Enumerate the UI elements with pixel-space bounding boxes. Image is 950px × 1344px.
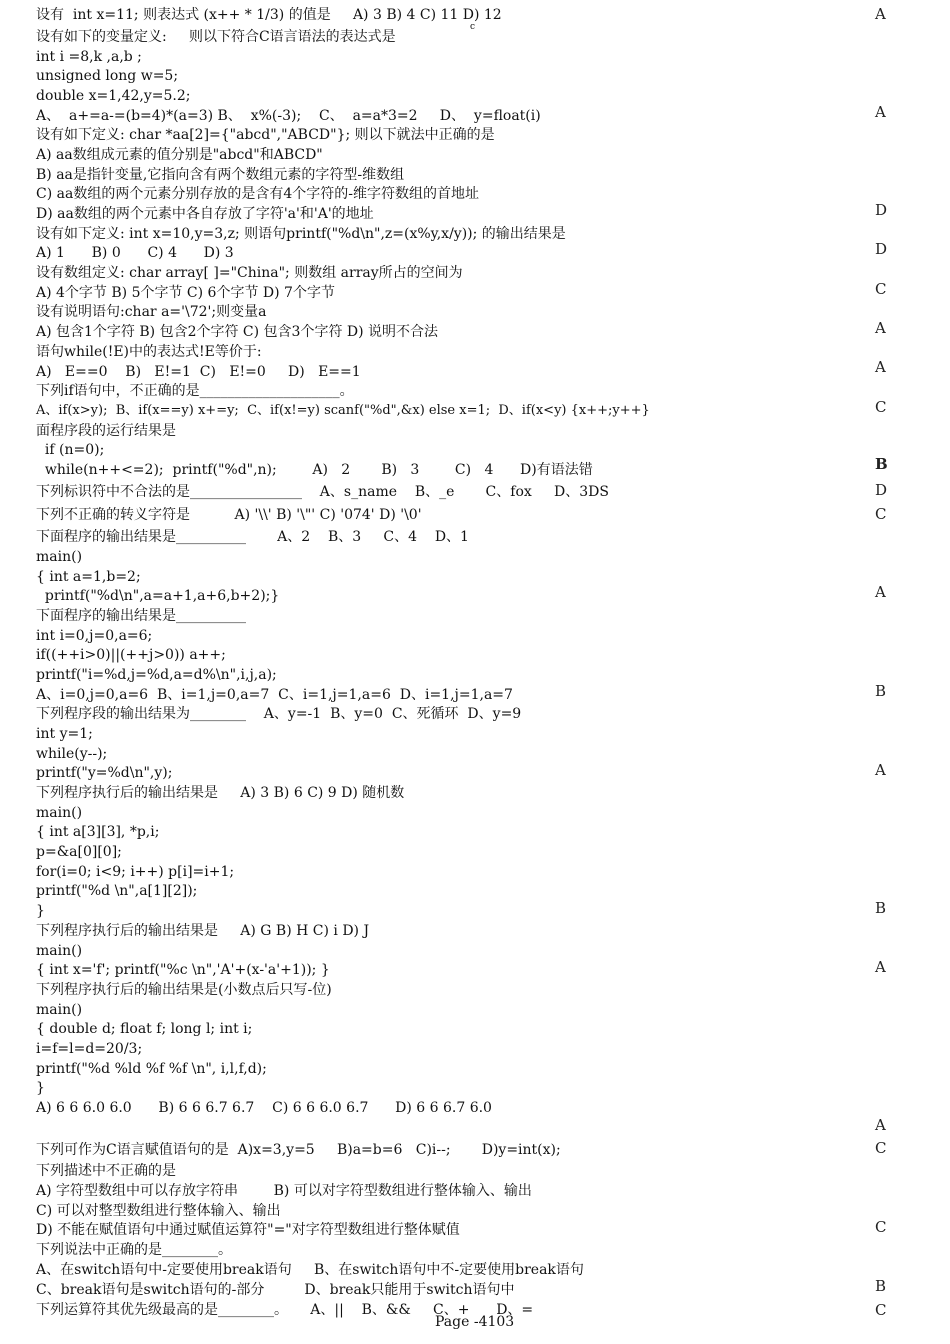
text-line: 下面程序的输出结果是__________ <box>36 608 246 624</box>
answer-letter: C <box>875 1218 887 1236</box>
answer-letter: B <box>875 1277 887 1295</box>
answer-letter: D <box>875 481 888 499</box>
text-line: { int a[3][3], *p,i; <box>36 824 160 840</box>
answer-letter: A <box>875 103 886 121</box>
text-line: printf("%d\n",a=a+1,a+6,b+2);} <box>36 588 280 604</box>
text-line: A、if(x>y); B、if(x==y) x+=y; C、if(x!=y) scanf("%d",&x) else x=1; D、if(x<y) {x++;y++} <box>36 403 650 418</box>
text-line: 设有说明语句:char a='\72';则变量a <box>36 304 267 320</box>
text-line: 下列运算符其优先级最高的是________。 A、|| B、&& C、+ D、= <box>36 1302 534 1318</box>
text-line: int y=1; <box>36 726 93 742</box>
text-line: 下列程序执行后的输出结果是 A) G B) H C) i D) J <box>36 923 370 939</box>
answer-letter: D <box>875 201 888 219</box>
answer-letter: C <box>875 398 887 416</box>
text-line: while(n++<=2); printf("%d",n); A) 2 B) 3 C) 4 D)有语法错 <box>36 462 593 478</box>
text-line: { int a=1,b=2; <box>36 569 141 585</box>
text-line: 设有如下定义: int x=10,y=3,z; 则语句printf("%d\n",z=(x%y,x/y)); 的输出结果是 <box>36 226 566 242</box>
answer-letter: B <box>875 682 887 700</box>
text-line: C) aa数组的两个元素分别存放的是含有4个字符的-维字符数组的首地址 <box>36 186 479 202</box>
answer-letter: A <box>875 583 886 601</box>
text-line: printf("i=%d,j=%d,a=d%\n",i,j,a); <box>36 667 277 683</box>
text-line: { double d; float f; long l; int i; <box>36 1021 253 1037</box>
text-line: A) 4个字节 B) 5个字节 C) 6个字节 D) 7个字节 <box>36 285 335 301</box>
text-line: 下列可作为C语言赋值语句的是 A)x=3,y=5 B)a=b=6 C)i--; D)y=int(x); <box>36 1142 561 1158</box>
text-line: main() <box>36 805 83 821</box>
text-line: A) 6 6 6.0 6.0 B) 6 6 6.7 6.7 C) 6 6 6.0 6.7 D) 6 6 6.7 6.0 <box>36 1100 492 1116</box>
text-line: D) aa数组的两个元素中各自存放了字符'a'和'A'的地址 <box>36 206 374 222</box>
answer-letter: D <box>875 240 888 258</box>
text-line: D) 不能在赋值语句中通过赋值运算符"="对字符型数组进行整体赋值 <box>36 1222 460 1238</box>
text-line: 下列描述中不正确的是 <box>36 1163 176 1179</box>
text-line: A、 a+=a-=(b=4)*(a=3) B、 x%(-3); C、 a=a*3=2 D、 y=float(i) <box>36 108 541 124</box>
answer-letter: C <box>875 505 887 523</box>
text-line: 下列不正确的转义字符是 A) '\\' B) '\"' C) '074' D) '\0' <box>36 507 422 523</box>
answer-letter: C <box>875 1139 887 1157</box>
answer-letter: A <box>875 5 886 23</box>
answer-letter: A <box>875 319 886 337</box>
text-line: 下列程序执行后的输出结果是 A) 3 B) 6 C) 9 D) 随机数 <box>36 785 405 801</box>
text-line: } <box>36 903 45 919</box>
text-line: 设有数组定义: char array[ ]="China"; 则数组 array所占的空间为 <box>36 265 463 281</box>
text-line: i=f=l=d=20/3; <box>36 1041 143 1057</box>
text-line: for(i=0; i<9; i++) p[i]=i+1; <box>36 864 235 880</box>
text-line: printf("%d \n",a[1][2]); <box>36 883 198 899</box>
text-line: unsigned long w=5; <box>36 68 179 84</box>
text-line: } <box>36 1080 45 1096</box>
text-line: A) E==0 B) E!=1 C) E!=0 D) E==1 <box>36 364 361 380</box>
text-line: 下面程序的输出结果是__________ A、2 B、3 C、4 D、1 <box>36 529 469 545</box>
stray-mark: c <box>470 22 476 32</box>
text-line: 下列说法中正确的是________。 <box>36 1242 232 1258</box>
text-line: main() <box>36 1002 83 1018</box>
text-line: 设有 int x=11; 则表达式 (x++ * 1/3) 的值是 A) 3 B) 4 C) 11 D) 12 <box>36 7 502 23</box>
text-line: if((++i>0)||(++j>0)) a++; <box>36 647 226 663</box>
text-line: int i =8,k ,a,b ; <box>36 49 142 65</box>
text-line: A、在switch语句中-定要使用break语句 B、在switch语句中不-定要使用break语句 <box>36 1262 584 1278</box>
text-line: main() <box>36 549 83 565</box>
text-line: A、i=0,j=0,a=6 B、i=1,j=0,a=7 C、i=1,j=1,a=6 D、i=1,j=1,a=7 <box>36 687 513 703</box>
text-line: 下列程序执行后的输出结果是(小数点后只写-位) <box>36 982 332 998</box>
text-line: C、break语句是switch语句的-部分 D、break只能用于switch语句中 <box>36 1282 515 1298</box>
answer-letter: A <box>875 358 886 376</box>
text-line: printf("%d %ld %f %f \n", i,l,f,d); <box>36 1061 267 1077</box>
text-line: while(y--); <box>36 746 108 762</box>
text-line: p=&a[0][0]; <box>36 844 122 860</box>
answer-letter: B <box>875 455 888 473</box>
answer-letter: A <box>875 761 886 779</box>
text-line: A) 1 B) 0 C) 4 D) 3 <box>36 245 234 261</box>
text-line: 设有如下的变量定义: 则以下符合C语言语法的表达式是 <box>36 29 396 45</box>
answer-letter: B <box>875 899 887 917</box>
text-line: { int x='f'; printf("%c \n",'A'+(x-'a'+1)); } <box>36 962 330 978</box>
text-line: printf("y=%d\n",y); <box>36 765 173 781</box>
text-line: int i=0,j=0,a=6; <box>36 628 153 644</box>
text-line: main() <box>36 943 83 959</box>
text-line: 语句while(!E)中的表达式!E等价于: <box>36 344 262 360</box>
text-line: A) 字符型数组中可以存放字符串 B) 可以对字符型数组进行整体输入、输出 <box>36 1183 532 1199</box>
text-line: 下列标识符中不合法的是________________ A、s_name B、_e C、fox D、3DS <box>36 484 609 500</box>
text-line: A) aa数组成元素的值分别是"abcd"和ABCD" <box>36 147 323 163</box>
answer-letter: A <box>875 1116 886 1134</box>
answer-letter: C <box>875 1301 887 1319</box>
answer-letter: C <box>875 280 887 298</box>
text-line: B) aa是指针变量,它指向含有两个数组元素的字符型-维数组 <box>36 167 405 183</box>
text-line: 下列if语句中，不正确的是____________________。 <box>36 383 354 399</box>
text-line: A) 包含1个字符 B) 包含2个字符 C) 包含3个字符 D) 说明不合法 <box>36 324 439 340</box>
text-line: 面程序段的运行结果是 <box>36 423 176 439</box>
page-footer: Page -4103 <box>435 1314 515 1330</box>
answer-letter: A <box>875 958 886 976</box>
text-line: 下列程序段的输出结果为________ A、y=-1 B、y=0 C、死循环 D、y=9 <box>36 706 522 722</box>
text-line: if (n=0); <box>36 442 105 458</box>
text-line: C) 可以对整型数组进行整体输入、输出 <box>36 1203 281 1219</box>
text-line: 设有如下定义: char *aa[2]={"abcd","ABCD"}; 则以下就法中正确的是 <box>36 127 495 143</box>
text-line: double x=1,42,y=5.2; <box>36 88 191 104</box>
